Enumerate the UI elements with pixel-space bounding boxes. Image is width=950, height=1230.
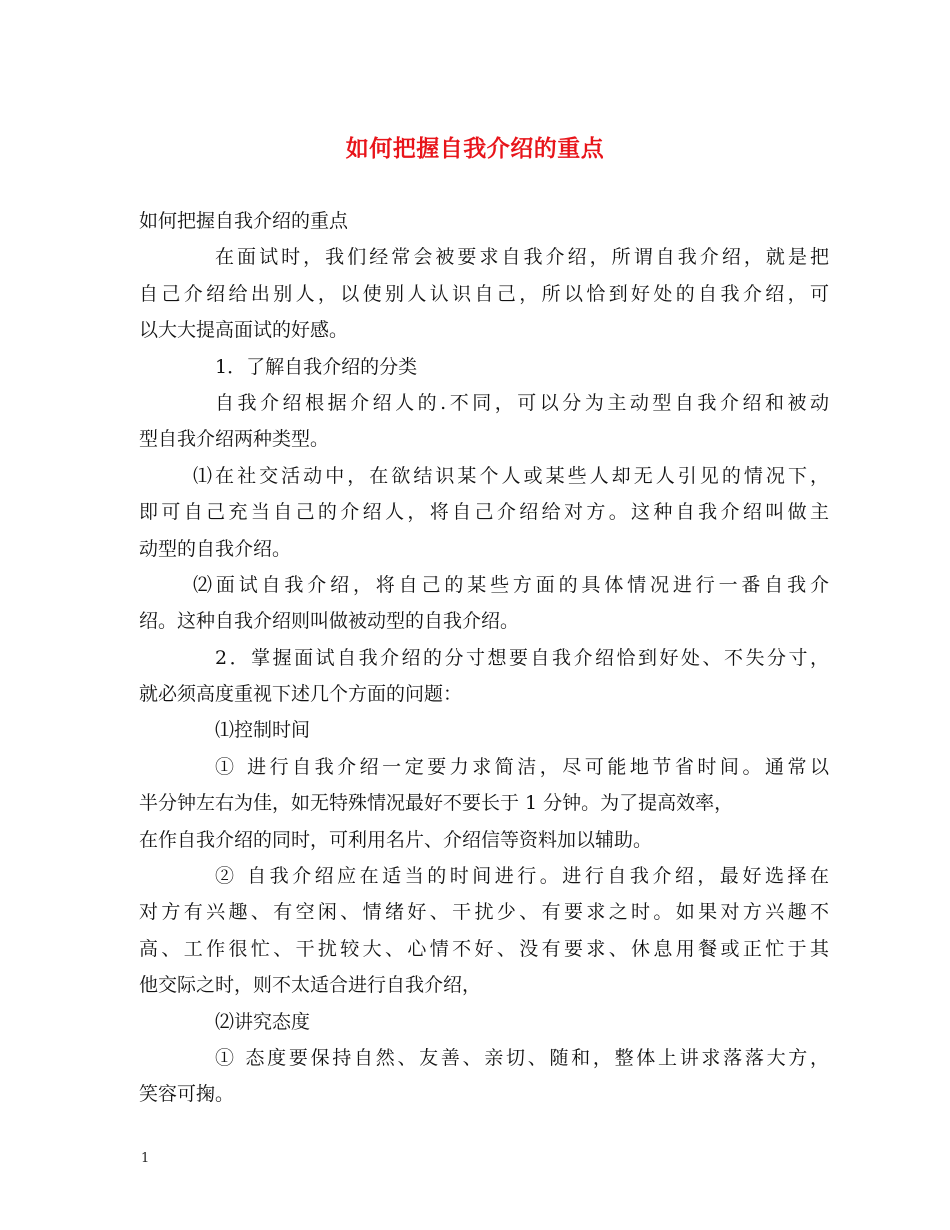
body-line: 高、工作很忙、干扰较大、心情不好、没有要求、休息用餐或正忙于其 xyxy=(139,937,829,960)
body-line: 对方有兴趣、有空闲、情绪好、干扰少、有要求之时。如果对方兴趣不 xyxy=(139,901,829,924)
body-line: 型自我介绍两种类型。 xyxy=(139,428,330,451)
body-line: ⑴控制时间 xyxy=(215,719,311,742)
body-line: 自我介绍根据介绍人的.不同，可以分为主动型自我介绍和被动 xyxy=(215,391,829,414)
body-line: 如何把握自我介绍的重点 xyxy=(139,210,349,232)
body-line: 半分钟左右为佳，如无特殊情况最好不要长于 1 分钟。为了提高效率， xyxy=(139,792,734,815)
document-body xyxy=(139,203,829,1113)
body-line: 动型的自我介绍。 xyxy=(139,537,292,560)
body-line: 他交际之时，则不太适合进行自我介绍， xyxy=(139,974,482,997)
body-line: ⑵讲究态度 xyxy=(215,1010,311,1033)
document-title: 如何把握自我介绍的重点 xyxy=(345,135,605,162)
body-line: 自己介绍给出别人，以使别人认识自己，所以恰到好处的自我介绍，可 xyxy=(139,282,829,305)
body-line: ① 进行自我介绍一定要力求简洁，尽可能地节省时间。通常以 xyxy=(215,755,829,778)
body-line: 就必须高度重视下述几个方面的问题： xyxy=(139,683,463,706)
body-line: ⑵面试自我介绍，将自己的某些方面的具体情况进行一番自我介 xyxy=(193,573,829,596)
body-line: 以大大提高面试的好感。 xyxy=(139,319,349,342)
body-line: 1．了解自我介绍的分类 xyxy=(215,355,418,378)
body-line: 2．掌握面试自我介绍的分寸想要自我介绍恰到好处、不失分寸， xyxy=(215,646,829,669)
body-line: ② 自我介绍应在适当的时间进行。进行自我介绍，最好选择在 xyxy=(215,865,829,888)
body-line: 在作自我介绍的同时，可利用名片、介绍信等资料加以辅助。 xyxy=(139,828,653,851)
body-line: ⑴在社交活动中，在欲结识某个人或某些人却无人引见的情况下， xyxy=(193,464,829,487)
body-line: 绍。这种自我介绍则叫做被动型的自我介绍。 xyxy=(139,610,520,633)
body-line: 笑容可掬。 xyxy=(139,1083,235,1106)
body-line: ① 态度要保持自然、友善、亲切、随和，整体上讲求落落大方， xyxy=(215,1046,829,1069)
body-line: 在面试时，我们经常会被要求自我介绍，所谓自我介绍，就是把 xyxy=(215,246,829,269)
page-number: 1 xyxy=(141,1151,150,1166)
body-line: 即可自己充当自己的介绍人，将自己介绍给对方。这种自我介绍叫做主 xyxy=(139,501,829,524)
